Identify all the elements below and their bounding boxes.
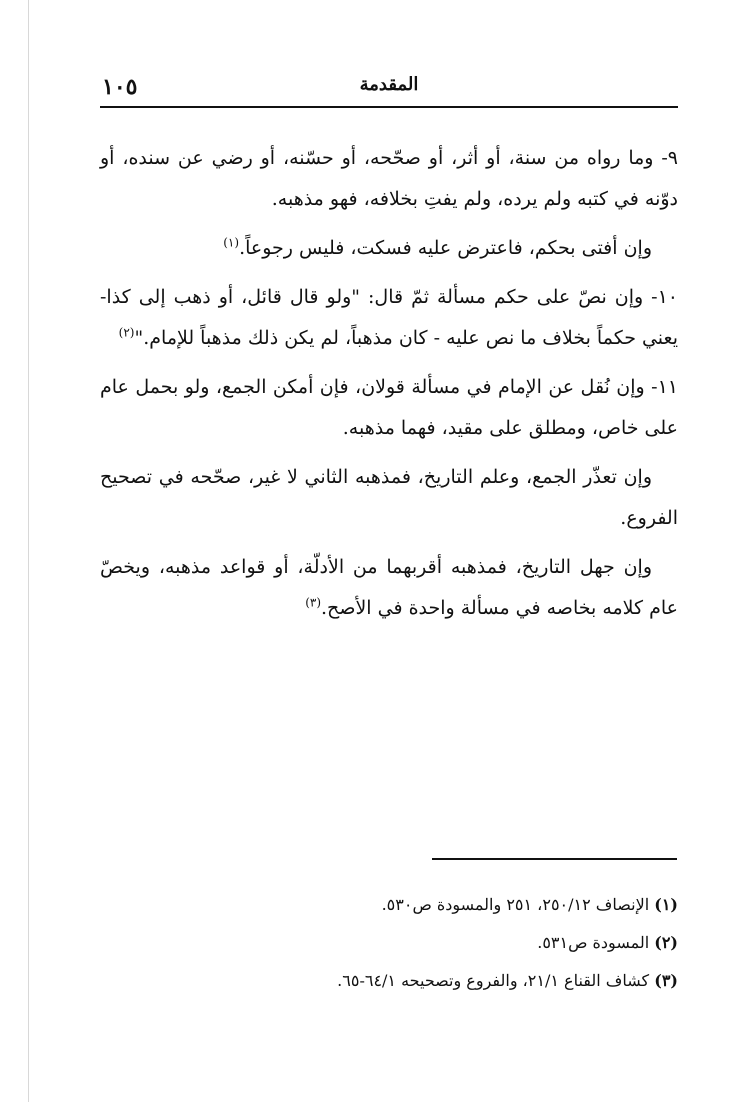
footnote-separator (432, 858, 677, 860)
page-number: ١٠٥ (102, 74, 138, 100)
page-header (100, 68, 678, 108)
footnote-ref-3[interactable]: (٣) (305, 595, 322, 610)
paragraph-text: ١٠- وإن نصّ على حكم مسألة ثمّ قال: "ولو قال قائل، أو ذهب إلى كذا- يعني حكماً بخلاف ما نص عليه - كان مذهباً، لم يكن ذلك مذهباً للإمام." (100, 286, 678, 349)
footnote-ref-1[interactable]: (١) (223, 235, 240, 250)
paragraph-text: وإن تعذّر الجمع، وعلم التاريخ، فمذهبه الثاني لا غير، صحّحه في تصحيح الفروع. (100, 466, 678, 529)
paragraph-text: ١١- وإن نُقل عن الإمام في مسألة قولان، فإن أمكن الجمع، ولو بحمل عام على خاص، ومطلق على مقيد، فهما مذهبه. (100, 376, 678, 439)
paragraph-date-unknown (100, 547, 678, 629)
footnote-1 (100, 886, 678, 924)
footnote-number: (٢) (654, 933, 678, 952)
footnote-3 (100, 962, 678, 1000)
footnote-text: الإنصاف ٢٥٠/١٢، ٢٥١ والمسودة ص٥٣٠. (381, 895, 650, 914)
footnote-2 (100, 924, 678, 962)
paragraph-text: وإن أفتى بحكم، فاعترض عليه فسكت، فليس رجوعاً. (239, 237, 652, 259)
footnote-text: كشاف القناع ٢١/١، والفروع وتصحيحه ٦٤/١-٦٥. (337, 971, 650, 990)
paragraph-10 (100, 277, 678, 359)
footnote-text: المسودة ص٥٣١. (537, 933, 650, 952)
header-rule (100, 106, 678, 108)
body-text (100, 138, 678, 637)
paragraph-11 (100, 367, 678, 449)
running-title: المقدمة (359, 74, 419, 95)
paragraph-text: وإن جهل التاريخ، فمذهبه أقربهما من الأدلّة، أو قواعد مذهبه، ويخصّ عام كلامه بخاصه في مسألة واحدة في الأصح. (100, 556, 678, 619)
footnotes (100, 886, 678, 1000)
footnote-ref-2[interactable]: (٢) (118, 325, 135, 340)
paragraph-text: ٩- وما رواه من سنة، أو أثر، أو صحّحه، أو حسّنه، أو رضي عن سنده، أو دوّنه في كتبه ولم يرده، ولم يفتِ بخلافه، فهو مذهبه. (100, 147, 678, 210)
footnote-number: (٣) (654, 971, 678, 990)
paragraph-9 (100, 138, 678, 220)
paragraph-date-known (100, 457, 678, 539)
paragraph-fatwa (100, 228, 678, 269)
footnote-number: (١) (654, 895, 678, 914)
page-edge-rule (28, 0, 29, 1102)
